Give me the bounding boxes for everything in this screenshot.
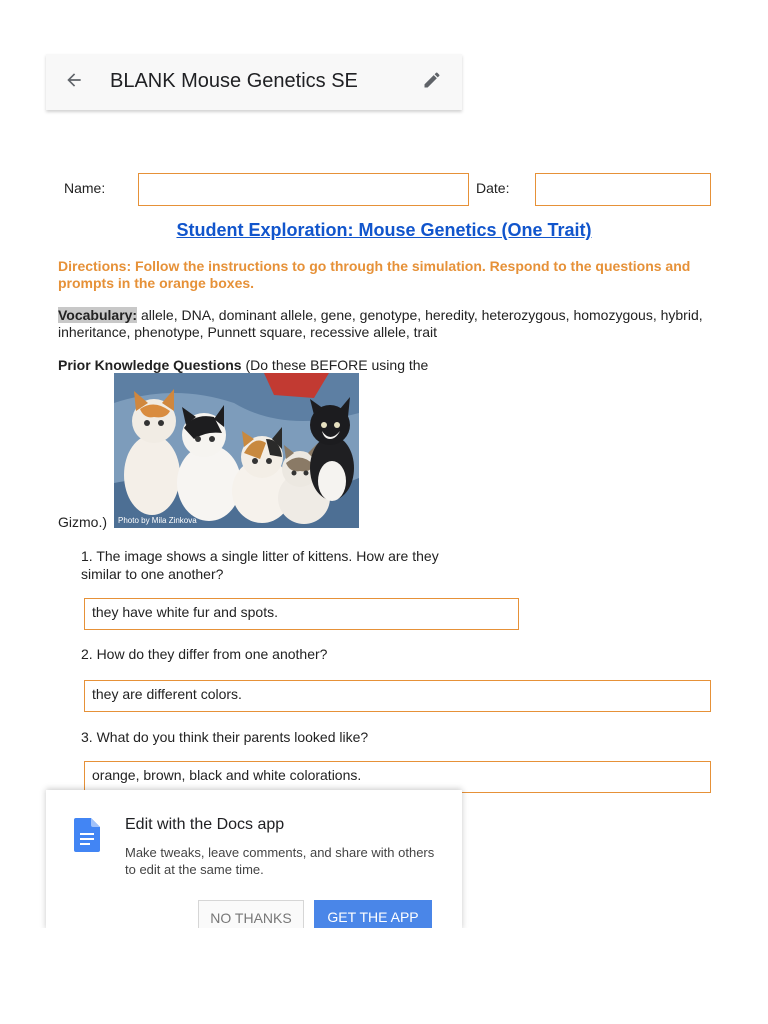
answer-box-1[interactable]: they have white fur and spots. xyxy=(84,598,519,630)
pencil-icon[interactable] xyxy=(422,70,442,90)
name-field[interactable] xyxy=(138,173,469,206)
directions-text: Directions: Follow the instructions to go through the simulation. Respond to the questions and prompts in the orange boxes. xyxy=(58,258,691,291)
page-title[interactable]: Student Exploration: Mouse Genetics (One Trait) xyxy=(176,220,592,240)
vocabulary-paragraph xyxy=(58,307,718,341)
answer-box-3[interactable]: orange, brown, black and white colorations. xyxy=(84,761,711,793)
answer-box-2[interactable]: they are different colors. xyxy=(84,680,711,712)
arrow-left-icon[interactable] xyxy=(64,70,84,90)
question-2: 2. How do they differ from one another? xyxy=(81,646,328,662)
date-label: Date: xyxy=(476,180,510,196)
vocabulary-list: allele, DNA, dominant allele, gene, genotype, heredity, heterozygous, homozygous, hybrid, inheritance, phenotype, Punnett square, recessive allele, trait xyxy=(58,307,703,340)
app-bar xyxy=(46,54,462,110)
question-3: 3. What do you think their parents looked like? xyxy=(81,729,369,745)
popup-title: Edit with the Docs app xyxy=(125,816,285,833)
gizmo-text: Gizmo.) xyxy=(58,514,107,530)
date-field[interactable] xyxy=(535,173,711,206)
no-thanks-button[interactable]: NO THANKS xyxy=(198,900,304,934)
document-title: BLANK Mouse Genetics SE xyxy=(110,70,358,92)
name-label: Name: xyxy=(64,180,106,196)
question-1: 1. The image shows a single litter of kittens. How are they similar to one another? xyxy=(81,548,439,582)
photo-credit: Photo by Mila Zinkova xyxy=(118,516,197,525)
prior-knowledge-label: Prior Knowledge Questions xyxy=(58,357,242,373)
get-the-app-button[interactable]: GET THE APP xyxy=(314,900,432,934)
google-docs-icon xyxy=(74,818,100,852)
blank-bottom-area xyxy=(0,928,768,1024)
prior-knowledge-note: (Do these BEFORE using the xyxy=(241,357,429,373)
vocabulary-label: Vocabulary: xyxy=(58,307,138,323)
docs-app-prompt xyxy=(46,790,462,930)
prior-knowledge-heading xyxy=(58,357,428,373)
kittens-illustration xyxy=(114,373,359,528)
popup-description: Make tweaks, leave comments, and share with others to edit at the same time. xyxy=(125,845,435,877)
kittens-photo xyxy=(114,373,359,528)
